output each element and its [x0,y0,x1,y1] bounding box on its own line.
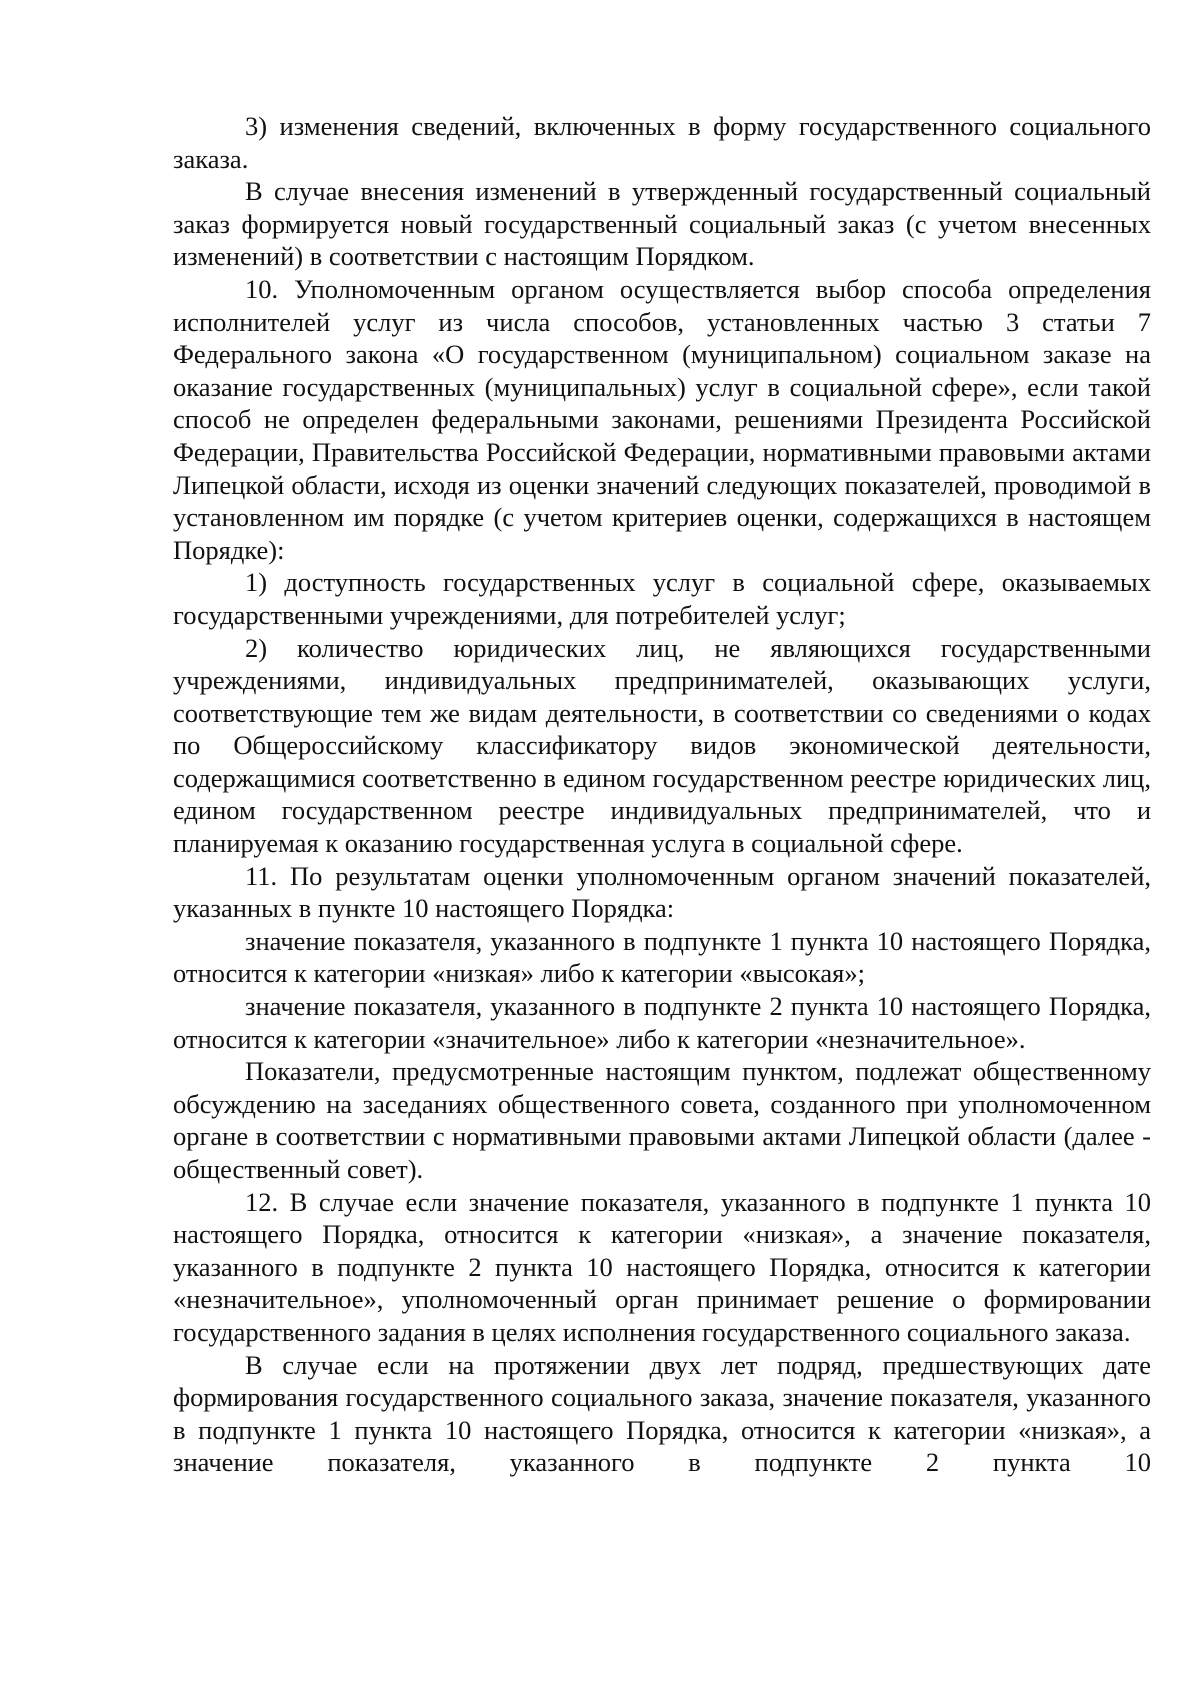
paragraph-6: 11. По результатам оценки уполномоченным органом значений показателей, указанных в пункте 10 настоящего Порядка: [173,860,1151,924]
paragraph-1: 3) изменения сведений, включенных в форму государственного социального заказа. [173,111,1151,174]
paragraph-5: 2) количество юридических лиц, не являющихся государственными учреждениями, индивидуальных предпринимателей, оказывающих услуги, соответствующие тем же видам деятельности, в соответствии со сведениями о кодах по Общероссийскому классификатору видов экономической деятельности, содержащимися соответственно в едином государственном реестре юридических лиц, едином государственном реестре индивидуальных предпринимателей, что и планируемая к оказанию государственная услуга в социальной сфере. [173,632,1151,859]
paragraph-3: 10. Уполномоченным органом осуществляется выбор способа определения исполнителей услуг из числа способов, установленных частью 3 статьи 7 Федерального закона «О государственном (муниципальном) социальном заказе на оказание государственных (муниципальных) услуг в социальной сфере», если такой способ не определен федеральными законами, решениями Президента Российской Федерации, Правительства Российской Федерации, нормативными правовыми актами Липецкой области, исходя из оценки значений следующих показателей, проводимой в установленном им порядке (с учетом критериев оценки, содержащихся в настоящем Порядке): [173,273,1151,565]
paragraph-10: 12. В случае если значение показателя, указанного в подпункте 1 пункта 10 настоящего Порядка, относится к категории «низкая», а значение показателя, указанного в подпункте 2 пункта 10 настоящего Порядка, относится к категории «незначительное», уполномоченный орган принимает решение о формировании государственного задания в целях исполнения государственного социального заказа. [173,1186,1151,1347]
paragraph-8: значение показателя, указанного в подпункте 2 пункта 10 настоящего Порядка, относится к категории «значительное» либо к категории «незначительное». [173,991,1151,1054]
document-page [173,110,1151,1479]
paragraph-11: В случае если на протяжении двух лет подряд, предшествующих дате формирования государственного социального заказа, значение показателя, указанного в подпункте 1 пункта 10 настоящего Порядка, относится к категории «низкая», а значение показателя, указанного в подпункте 2 пункта 10 [173,1349,1151,1478]
paragraph-4: 1) доступность государственных услуг в социальной сфере, оказываемых государственными учреждениями, для потребителей услуг; [173,567,1151,630]
paragraph-7: значение показателя, указанного в подпункте 1 пункта 10 настоящего Порядка, относится к категории «низкая» либо к категории «высокая»; [173,925,1151,989]
paragraph-9: Показатели, предусмотренные настоящим пунктом, подлежат общественному обсуждению на заседаниях общественного совета, созданного при уполномоченном органе в соответствии с нормативными правовыми актами Липецкой области (далее - общественный совет). [173,1056,1151,1184]
paragraph-2: В случае внесения изменений в утвержденный государственный социальный заказ формируется новый государственный социальный заказ (с учетом внесенных изменений) в соответствии с настоящим Порядком. [173,176,1151,272]
